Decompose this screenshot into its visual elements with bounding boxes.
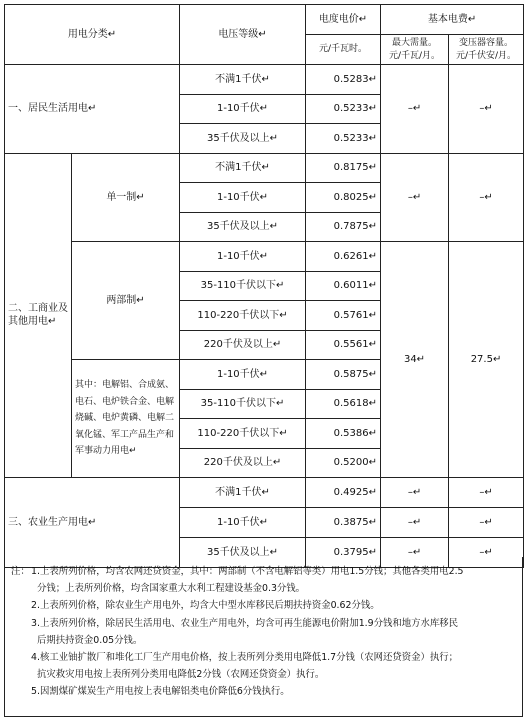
note-3-cont: 后期扶持资金0.05分钱。 <box>37 634 143 646</box>
price-cell: 0.5618↵ <box>306 389 381 419</box>
basic-transformer-cell: –↵ <box>449 65 524 154</box>
category-agriculture: 三、农业生产用电↵ <box>5 478 180 568</box>
note-1-cont: 分钱；上表所列价格，均含国家重大水利工程建设基金0.3分钱。 <box>37 583 306 595</box>
header-voltage: 电压等级↵ <box>180 5 306 65</box>
notes-lead: 注： <box>11 566 30 577</box>
basic-max-cell: –↵ <box>381 478 449 508</box>
voltage-cell: 35千伏及以上↵ <box>180 212 306 242</box>
voltage-cell: 35-110千伏以下↵ <box>180 389 306 419</box>
price-cell: 0.7875↵ <box>306 212 381 242</box>
voltage-cell: 110-220千伏以下↵ <box>180 419 306 449</box>
price-cell: 0.6261↵ <box>306 242 381 272</box>
price-cell: 0.5283↵ <box>306 65 381 95</box>
price-cell: 0.5233↵ <box>306 94 381 124</box>
note-5: 5.因割煤矿煤炭生产用电按上表电解铝类电价降低6分钱执行。 <box>31 686 290 698</box>
header-category: 用电分类↵ <box>5 5 180 65</box>
basic-max-cell: 34↵ <box>381 242 449 478</box>
voltage-cell: 110-220千伏以下↵ <box>180 301 306 331</box>
voltage-cell: 35千伏及以上↵ <box>180 538 306 568</box>
header-price: 电度电价↵ <box>306 5 381 35</box>
basic-max-cell: –↵ <box>381 65 449 154</box>
basic-transformer-cell: –↵ <box>449 538 524 568</box>
voltage-cell: 1-10千伏↵ <box>180 94 306 124</box>
voltage-cell: 35-110千伏以下↵ <box>180 271 306 301</box>
price-cell: 0.8025↵ <box>306 183 381 213</box>
note-2: 2.上表所列价格，除农业生产用电外，均含大中型水库移民后期扶持资金0.62分钱。 <box>31 600 380 612</box>
subcategory-two-part: 两部制↵ <box>72 242 180 360</box>
header-transformer-unit: 元/千伏安/月。 <box>455 50 517 61</box>
basic-max-cell: –↵ <box>381 153 449 242</box>
price-cell: 0.6011↵ <box>306 271 381 301</box>
header-max-demand-unit: 元/千瓦/月。 <box>388 50 441 61</box>
basic-transformer-cell: –↵ <box>449 478 524 508</box>
price-cell: 0.5200↵ <box>306 448 381 478</box>
voltage-cell: 不满1千伏↵ <box>180 478 306 508</box>
header-transformer-label: 变压器容量。 <box>459 38 514 49</box>
price-cell: 0.5761↵ <box>306 301 381 331</box>
subcategory-special: 其中：电解铝、合成氨、电石、电炉铁合金、电解烧碱、电炉黄磷、电解二氧化锰、军工产品生产和军事动力用电↵ <box>72 360 180 478</box>
note-4-cont: 抗灾救灾用电按上表所列分类用电降低2分钱（农网还贷资金）执行。 <box>37 669 325 681</box>
category-residential: 一、居民生活用电↵ <box>5 65 180 154</box>
subcategory-single: 单一制↵ <box>72 153 180 242</box>
voltage-cell: 220千伏及以上↵ <box>180 330 306 360</box>
header-basic-charge: 基本电费↵ <box>381 5 524 35</box>
note-1 <box>11 563 516 580</box>
note-3: 3.上表所列价格，除居民生活用电、农业生产用电外，均含可再生能源电价附加1.9分钱和地方水库移民 <box>31 617 458 629</box>
price-cell: 0.5233↵ <box>306 124 381 154</box>
note-4: 4.核工业铀扩散厂和堆化工厂生产用电价格，按上表所列分类用电降低1.7分钱（农网还贷资金）执行； <box>31 652 458 664</box>
tariff-document <box>4 4 523 717</box>
price-cell: 0.8175↵ <box>306 153 381 183</box>
voltage-cell: 1-10千伏↵ <box>180 508 306 538</box>
price-cell: 0.5875↵ <box>306 360 381 390</box>
voltage-cell: 1-10千伏↵ <box>180 242 306 272</box>
voltage-cell: 1-10千伏↵ <box>180 360 306 390</box>
header-price-unit: 元/千瓦时。 <box>306 35 381 65</box>
notes-block <box>4 557 523 717</box>
basic-max-cell: –↵ <box>381 508 449 538</box>
voltage-cell: 1-10千伏↵ <box>180 183 306 213</box>
header-max-demand-label: 最大需量。 <box>392 38 438 49</box>
voltage-cell: 不满1千伏↵ <box>180 153 306 183</box>
basic-transformer-cell: –↵ <box>449 508 524 538</box>
basic-max-cell: –↵ <box>381 538 449 568</box>
header-transformer <box>449 35 524 65</box>
voltage-cell: 不满1千伏↵ <box>180 65 306 95</box>
price-cell: 0.3875↵ <box>306 508 381 538</box>
header-max-demand <box>381 35 449 65</box>
price-cell: 0.4925↵ <box>306 478 381 508</box>
basic-transformer-cell: –↵ <box>449 153 524 242</box>
voltage-cell: 35千伏及以上↵ <box>180 124 306 154</box>
price-cell: 0.5386↵ <box>306 419 381 449</box>
price-cell: 0.3795↵ <box>306 538 381 568</box>
note-1-text: 1.上表所列价格，均含农网还贷资金，其中：两部制（不含电解铝等类）用电1.5分钱；其他各类用电2.5 <box>31 566 464 577</box>
basic-transformer-cell: 27.5↵ <box>449 242 524 478</box>
tariff-table <box>4 4 524 568</box>
category-commercial: 二、工商业及其他用电↵ <box>5 153 72 478</box>
voltage-cell: 220千伏及以上↵ <box>180 448 306 478</box>
price-cell: 0.5561↵ <box>306 330 381 360</box>
